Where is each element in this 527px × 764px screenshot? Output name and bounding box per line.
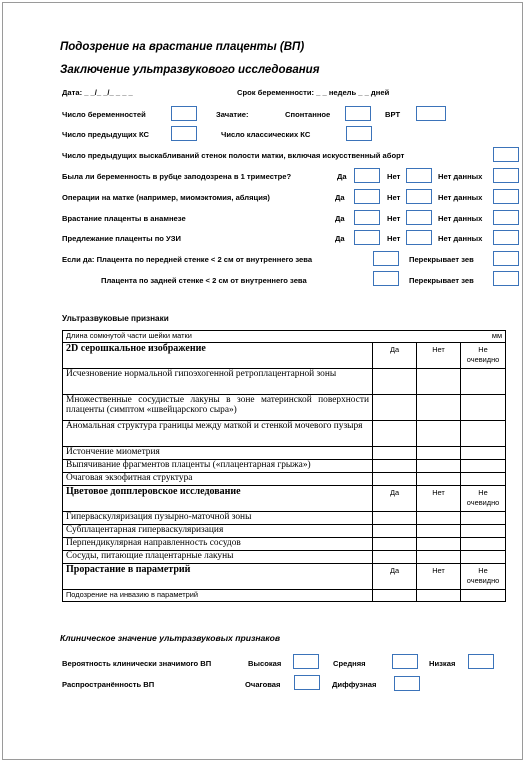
table-row bbox=[63, 331, 506, 343]
unclear-cell[interactable] bbox=[461, 473, 506, 486]
form-page bbox=[2, 2, 523, 760]
diffuse-checkbox[interactable] bbox=[394, 676, 420, 691]
q3-yes-checkbox[interactable] bbox=[354, 210, 380, 225]
spread-label: Распространённость ВП bbox=[62, 680, 155, 689]
posterior-placenta-label: Плацента по задней стенке < 2 см от внутреннего зева bbox=[101, 276, 307, 285]
sign-label: Аномальная структура границы между маткой и стенкой мочевого пузыря bbox=[63, 421, 373, 447]
page-title: Подозрение на врастание плаценты (ВП) bbox=[60, 41, 305, 53]
prev-cs-field[interactable] bbox=[171, 126, 197, 141]
posterior-covers-os-checkbox[interactable] bbox=[493, 271, 519, 286]
sign-label: Сосуды, питающие плацентарные лакуны bbox=[63, 551, 373, 564]
term-label: Срок беременности: _ _ недель _ _ дней bbox=[237, 88, 390, 97]
spontaneous-checkbox[interactable] bbox=[345, 106, 371, 121]
diffuse-label: Диффузная bbox=[332, 680, 377, 689]
spontaneous-label: Спонтанное bbox=[285, 110, 331, 119]
col-no: Нет bbox=[417, 486, 461, 512]
unclear-cell[interactable] bbox=[461, 590, 506, 602]
sign-label: Перпендикулярная направленность сосудов bbox=[63, 538, 373, 551]
q1-nodata-checkbox[interactable] bbox=[493, 168, 519, 183]
table-row bbox=[63, 551, 506, 564]
yes-cell[interactable] bbox=[373, 369, 417, 395]
table-row bbox=[63, 512, 506, 525]
q3-no-checkbox[interactable] bbox=[406, 210, 432, 225]
q2-no-label: Нет bbox=[387, 193, 401, 202]
sign-label: Множественные сосудистые лакуны в зоне материнской поверхности плаценты (симптом «швейцарского сыра») bbox=[63, 395, 373, 421]
no-cell[interactable] bbox=[417, 538, 461, 551]
sign-label: Гиперваскуляризация пузырно-маточной зоны bbox=[63, 512, 373, 525]
unclear-cell[interactable] bbox=[461, 369, 506, 395]
q2-yes-checkbox[interactable] bbox=[354, 189, 380, 204]
yes-cell[interactable] bbox=[373, 395, 417, 421]
col-yes: Да bbox=[373, 343, 417, 369]
medium-label: Средняя bbox=[333, 659, 366, 668]
q4-no-checkbox[interactable] bbox=[406, 230, 432, 245]
col-yes: Да bbox=[373, 486, 417, 512]
anterior-covers-os-label: Перекрывает зев bbox=[409, 255, 474, 264]
no-cell[interactable] bbox=[417, 369, 461, 395]
no-cell[interactable] bbox=[417, 460, 461, 473]
q3-nodata-checkbox[interactable] bbox=[493, 210, 519, 225]
classic-cs-label: Число классических КС bbox=[221, 130, 311, 139]
q3-yes-label: Да bbox=[335, 214, 345, 223]
unclear-cell[interactable] bbox=[461, 421, 506, 447]
prev-cs-label: Число предыдущих КС bbox=[62, 130, 150, 139]
posterior-covers-os-label: Перекрывает зев bbox=[409, 276, 474, 285]
yes-cell[interactable] bbox=[373, 551, 417, 564]
table-row bbox=[63, 590, 506, 602]
col-no: Нет bbox=[417, 564, 461, 590]
table-row bbox=[63, 538, 506, 551]
question-2: Операции на матке (например, миомэктомия, абляция) bbox=[62, 193, 270, 202]
q2-nodata-checkbox[interactable] bbox=[493, 189, 519, 204]
col-unclear: Не очевидно bbox=[461, 564, 506, 590]
unclear-cell[interactable] bbox=[461, 551, 506, 564]
cervix-length-label: Длина сомкнутой части шейки матки bbox=[63, 331, 461, 343]
unclear-cell[interactable] bbox=[461, 460, 506, 473]
yes-cell[interactable] bbox=[373, 421, 417, 447]
focal-label: Очаговая bbox=[245, 680, 281, 689]
yes-cell[interactable] bbox=[373, 538, 417, 551]
pregnancies-label: Число беременностей bbox=[62, 110, 146, 119]
group-2d-title: 2D серошкальное изображение bbox=[63, 343, 373, 369]
q2-yes-label: Да bbox=[335, 193, 345, 202]
no-cell[interactable] bbox=[417, 525, 461, 538]
ivf-checkbox[interactable] bbox=[416, 106, 446, 121]
q4-nodata-label: Нет данных bbox=[438, 234, 483, 243]
table-row bbox=[63, 486, 506, 512]
high-label: Высокая bbox=[248, 659, 282, 668]
sign-label: Исчезновение нормальной гипоэхогенной ретроплацентарной зоны bbox=[63, 369, 373, 395]
q4-yes-label: Да bbox=[335, 234, 345, 243]
col-unclear: Не очевидно bbox=[461, 343, 506, 369]
question-4: Предлежание плаценты по УЗИ bbox=[62, 234, 181, 243]
q1-no-label: Нет bbox=[387, 172, 401, 181]
sign-label: Подозрение на инвазию в параметрий bbox=[63, 590, 373, 602]
q1-yes-label: Да bbox=[337, 172, 347, 181]
no-cell[interactable] bbox=[417, 512, 461, 525]
table-row bbox=[63, 460, 506, 473]
yes-cell[interactable] bbox=[373, 473, 417, 486]
page-subtitle: Заключение ультразвукового исследования bbox=[60, 64, 320, 76]
question-1: Была ли беременность в рубце заподозрена в 1 триместре? bbox=[62, 172, 292, 181]
conception-label: Зачатие: bbox=[216, 110, 249, 119]
focal-checkbox[interactable] bbox=[294, 675, 320, 690]
q3-nodata-label: Нет данных bbox=[438, 214, 483, 223]
q1-nodata-label: Нет данных bbox=[438, 172, 483, 181]
unclear-cell[interactable] bbox=[461, 512, 506, 525]
q2-nodata-label: Нет данных bbox=[438, 193, 483, 202]
col-yes: Да bbox=[373, 564, 417, 590]
q4-no-label: Нет bbox=[387, 234, 401, 243]
curettage-label: Число предыдущих выскабливаний стенок полости матки, включая искусственный аборт bbox=[62, 151, 405, 160]
yes-cell[interactable] bbox=[373, 525, 417, 538]
table-row bbox=[63, 343, 506, 369]
ultrasound-section-title: Ультразвуковые признаки bbox=[62, 314, 169, 323]
clinical-section-title: Клиническое значение ультразвуковых признаков bbox=[60, 633, 281, 643]
probability-label: Вероятность клинически значимого ВП bbox=[62, 659, 212, 668]
q4-nodata-checkbox[interactable] bbox=[493, 230, 519, 245]
table-row bbox=[63, 473, 506, 486]
question-3: Врастание плаценты в анамнезе bbox=[62, 214, 186, 223]
posterior-placenta-checkbox[interactable] bbox=[373, 271, 399, 286]
cervix-length-unit[interactable]: мм bbox=[461, 331, 506, 343]
yes-cell[interactable] bbox=[373, 512, 417, 525]
table-row bbox=[63, 525, 506, 538]
classic-cs-field[interactable] bbox=[346, 126, 372, 141]
unclear-cell[interactable] bbox=[461, 525, 506, 538]
table-row bbox=[63, 564, 506, 590]
no-cell[interactable] bbox=[417, 590, 461, 602]
group-parametrium-title: Прорастание в параметрий bbox=[63, 564, 373, 590]
yes-cell[interactable] bbox=[373, 590, 417, 602]
no-cell[interactable] bbox=[417, 395, 461, 421]
table-row bbox=[63, 395, 506, 421]
q3-no-label: Нет bbox=[387, 214, 401, 223]
anterior-placenta-checkbox[interactable] bbox=[373, 251, 399, 266]
medium-checkbox[interactable] bbox=[392, 654, 418, 669]
sign-label: Очаговая экзофитная структура bbox=[63, 473, 373, 486]
no-cell[interactable] bbox=[417, 473, 461, 486]
low-checkbox[interactable] bbox=[468, 654, 494, 669]
yes-cell[interactable] bbox=[373, 447, 417, 460]
q2-no-checkbox[interactable] bbox=[406, 189, 432, 204]
table-row bbox=[63, 369, 506, 395]
anterior-placenta-label: Если да: Плацента по передней стенке < 2 см от внутреннего зева bbox=[62, 255, 313, 264]
unclear-cell[interactable] bbox=[461, 447, 506, 460]
pregnancies-field[interactable] bbox=[171, 106, 197, 121]
ultrasound-signs-table bbox=[62, 330, 506, 602]
unclear-cell[interactable] bbox=[461, 395, 506, 421]
curettage-field[interactable] bbox=[493, 147, 519, 162]
anterior-covers-os-checkbox[interactable] bbox=[493, 251, 519, 266]
low-label: Низкая bbox=[429, 659, 456, 668]
yes-cell[interactable] bbox=[373, 460, 417, 473]
group-doppler-title: Цветовое допплеровское исследование bbox=[63, 486, 373, 512]
table-row bbox=[63, 447, 506, 460]
ivf-label: ВРТ bbox=[385, 110, 401, 119]
sign-label: Выпячивание фрагментов плаценты («плацентарная грыжа») bbox=[63, 460, 373, 473]
q1-yes-checkbox[interactable] bbox=[354, 168, 380, 183]
q4-yes-checkbox[interactable] bbox=[354, 230, 380, 245]
col-unclear: Не очевидно bbox=[461, 486, 506, 512]
no-cell[interactable] bbox=[417, 551, 461, 564]
unclear-cell[interactable] bbox=[461, 538, 506, 551]
no-cell[interactable] bbox=[417, 421, 461, 447]
high-checkbox[interactable] bbox=[293, 654, 319, 669]
sign-label: Истончение миометрия bbox=[63, 447, 373, 460]
sign-label: Субплацентарная гиперваскуляризация bbox=[63, 525, 373, 538]
table-row bbox=[63, 421, 506, 447]
date-label: Дата: _ _/_ _/_ _ _ _ bbox=[62, 88, 133, 97]
col-no: Нет bbox=[417, 343, 461, 369]
q1-no-checkbox[interactable] bbox=[406, 168, 432, 183]
no-cell[interactable] bbox=[417, 447, 461, 460]
